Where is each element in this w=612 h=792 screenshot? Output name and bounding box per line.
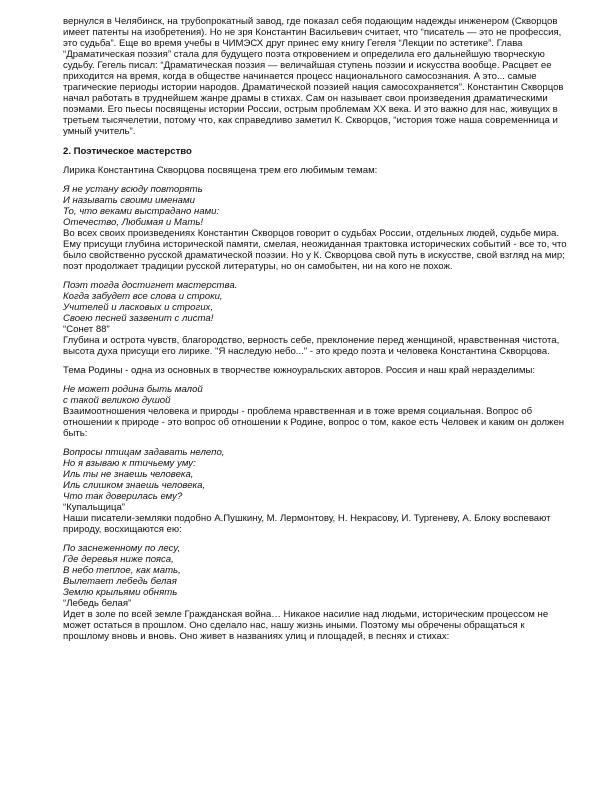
poem-line: Иль ты не знаешь человека, [63,469,194,480]
poem-title: “Купальщица” [63,502,125,513]
poem-line: Не может родина быть малой [63,384,203,395]
poem-otechestvo [63,184,572,228]
poem-line: Но я взываю к птичьему уму: [63,458,196,469]
paragraph-writers: Наши писатели-земляки подобно А.Пушкину, М. Лермонтову, Н. Некрасову, И. Тургеневу, А. Блоку воспевают природу, восхищаются ею: [63,513,551,535]
poem-line: Своею песней зазвенит с листа! [63,313,214,324]
paragraph-depth: Глубина и острота чувств, благородство, верность себе, преклонение перед женщиной, нравственная чистота, высота духа присущи его лирике. "Я наследую небо..." - это кредо поэта и человека Константина Скворцова. [63,335,560,357]
poem-line: Поэт тогда достигнет мастерства. [63,280,238,291]
poem-kupalshchitsa [63,447,572,513]
poem-line: Вопросы птицам задавать нелепо, [63,447,225,458]
poem-line: По заснеженному по лесу, [63,543,181,554]
paragraph-fates: Во всех своих произведениях Константин Скворцов говорит о судьбах России, отдельных людей, судьбе мира. Ему присущи глубина исторической памяти, смелая, неожиданная трактовка исторических событий - все то, что было свойственно русской драматической поэзии. Но у К. Скворцова свой путь в искусстве, свой взгляд на мир; поэт продолжает традиции русской литературы, но он самобытен, ни на кого не похож. [63,228,567,272]
poem-line: Землю крыльями обнять [63,587,178,598]
paragraph-civil-war: Идет в золе по всей земле Гражданская война… Никакое насилие над людьми, историческим процессом не может остаться в прошлом. Оно сделало нас, нашу жизнь иными. Поэтому мы обречены обращаться к прошлому вновь и вновь. Оно живет в названиях улиц и площадей, в песнях и стихах: [63,609,549,642]
poem-line: То, что веками выстрадано нами: [63,206,220,217]
poem-line: Вылетает лебедь белая [63,576,177,587]
poem-line: Я не устану всюду повторять [63,184,203,195]
poem-title: “Лебедь белая” [63,598,132,609]
paragraph-nature: Взаимоотношения человека и природы - проблема нравственная и в тоже время социальная. Вопрос об отношении к природе - это вопрос об отношении к Родине, вопрос о том, какое есть Человек и каким он должен быть: [63,406,565,439]
poem-line: Отечество, Любимая и Мать! [63,217,204,228]
poem-rodina [63,384,572,406]
poem-line: Что так доверилась ему? [63,491,183,502]
poem-line: В небо теплое, как мать, [63,565,181,576]
poem-line: Где деревья ниже пояса, [63,554,174,565]
poem-line: Когда забудет все слова и строки, [63,291,223,302]
paragraph-motherland: Тема Родины - одна из основных в творчестве южноуральских авторов. Россия и наш край неразделимы: [63,365,536,376]
paragraph-lyric-themes: Лирика Константина Скворцова посвящена трем его любимым темам: [63,165,378,176]
poem-line: Иль слишком знаешь человека, [63,480,206,491]
poem-lebed-belaya [63,543,572,609]
poem-line: с такой великою душой [63,395,171,406]
poem-title: “Сонет 88” [63,324,110,335]
section-heading: 2. Поэтическое мастерство [63,146,192,157]
paragraph-intro: вернулся в Челябинск, на трубопрокатный завод, где показал себя подающим надежды инженером (Скворцов имеет патенты на изобретения). Но не зря Константин Васильевич считает, что “писатель — это не профессия, это судьба”. Еще во время учебы в ЧИМЭСХ друг принес ему книгу Гегеля “Лекции по эстетике”. Глава “Драматическая поэзия” стала для будущего поэта откровением и определила его дальнейшую творческую судьбу. Гегель писал: “Драматическая поэзия — величайшая ступень поэзии и искусства вообще. Расцвет ее приходится на время, когда в обществе начинается процесс национального самосознания. А это... самые трагические периоды истории народов. Драматической поэзией нация самосохраняется”. Константин Скворцов начал работать в труднейшем жанре драмы в стихах. Сам он называет свои произведения драматическими поэмами. Его пьесы посвящены истории России, острым проблемам ХХ века. И это важно для нас, живущих в третьем тысячелетии, потому что, как справедливо заметил К. Скворцов, “история тоже наша современница и умный учитель”. [63,16,564,137]
poem-line: Учителей и ласковых и строгих, [63,302,214,313]
poem-sonnet-88 [63,280,572,335]
poem-line: И называть своими именами [63,195,195,206]
